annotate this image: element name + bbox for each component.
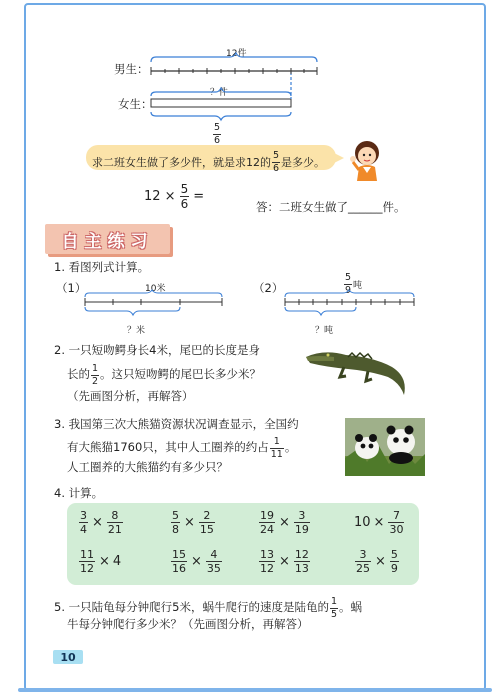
page-number: 10 — [53, 650, 83, 664]
q5-line2: 牛每分钟爬行多少米？（先画图分析，再解答） — [67, 617, 309, 631]
answer-line: 答：二班女生做了______件。 — [256, 200, 406, 214]
q3-line3: 人工圈养的大熊猫约有多少只？ — [67, 460, 228, 474]
q4-prompt: 4. 计算。 — [54, 486, 104, 500]
q2-line1: 2. 一只短吻鳄身长4米，尾巴的长度是身 — [54, 343, 260, 357]
boys-label: 男生： — [114, 62, 149, 76]
page-frame-bottom-edge — [18, 688, 492, 692]
calc-item: $\frac{15}{16}$ × $\frac{4}{35}$ — [172, 548, 221, 575]
q2-line3: （先画图分析，再解答） — [67, 389, 194, 403]
unknown-label: ？件 — [210, 88, 229, 98]
q5-line1: 5. 一只陆龟每分钟爬行5米，蜗牛爬行的速度是陆龟的 $\frac{1}{5}$ 。蜗 — [54, 596, 362, 620]
hint-text: 求二班女生做了多少件，就是求12的 $\frac{5}{6}$ 是多少。 — [92, 150, 326, 174]
calc-item: $\frac{3}{25}$ × $\frac{5}{9}$ — [356, 548, 398, 575]
q1b-label: （2） — [253, 281, 284, 295]
girls-label: 女生： — [118, 97, 153, 111]
panda-picture — [345, 418, 425, 476]
q1a-bottom-label: ？米 — [127, 326, 146, 336]
q1b-bottom-label: ？吨 — [315, 326, 334, 336]
q1-prompt: 1. 看图列式计算。 — [54, 260, 150, 274]
diagram-fraction: $\frac{5}{6}$ — [214, 122, 221, 146]
total-label: 12件 — [226, 49, 247, 59]
q1a-top-label: 10米 — [145, 284, 166, 294]
calc-item: $\frac{19}{24}$ × $\frac{3}{19}$ — [260, 509, 309, 536]
section-title: 自主练习 — [61, 231, 154, 252]
hint-callout-tail — [334, 153, 344, 163]
calc-item: 10 × $\frac{7}{30}$ — [354, 509, 404, 536]
calc-item: $\frac{5}{8}$ × $\frac{2}{15}$ — [172, 509, 214, 536]
equation: 12 × $\frac{5}{6}$ = — [144, 182, 205, 211]
q1b-top-label: $\frac{5}{9}$ 吨 — [345, 272, 363, 296]
calc-item: $\frac{3}{4}$ × $\frac{8}{21}$ — [80, 509, 122, 536]
q3-line1: 3. 我国第三次大熊猫资源状况调查显示，全国约 — [54, 417, 299, 431]
alligator-picture — [304, 343, 414, 401]
q1a-label: （1） — [56, 281, 87, 295]
q2-line2: 长的 $\frac{1}{2}$ 。这只短吻鳄的尾巴长多少米？ — [67, 363, 262, 387]
teacher-illustration — [345, 137, 387, 181]
calc-item: $\frac{13}{12}$ × $\frac{12}{13}$ — [260, 548, 309, 575]
calc-item: $\frac{11}{12}$ × 4 — [80, 548, 122, 575]
section-title-badge — [45, 224, 170, 254]
q3-line2: 有大熊猫1760只，其中人工圈养的约占 $\frac{1}{11}$ 。 — [67, 436, 297, 460]
